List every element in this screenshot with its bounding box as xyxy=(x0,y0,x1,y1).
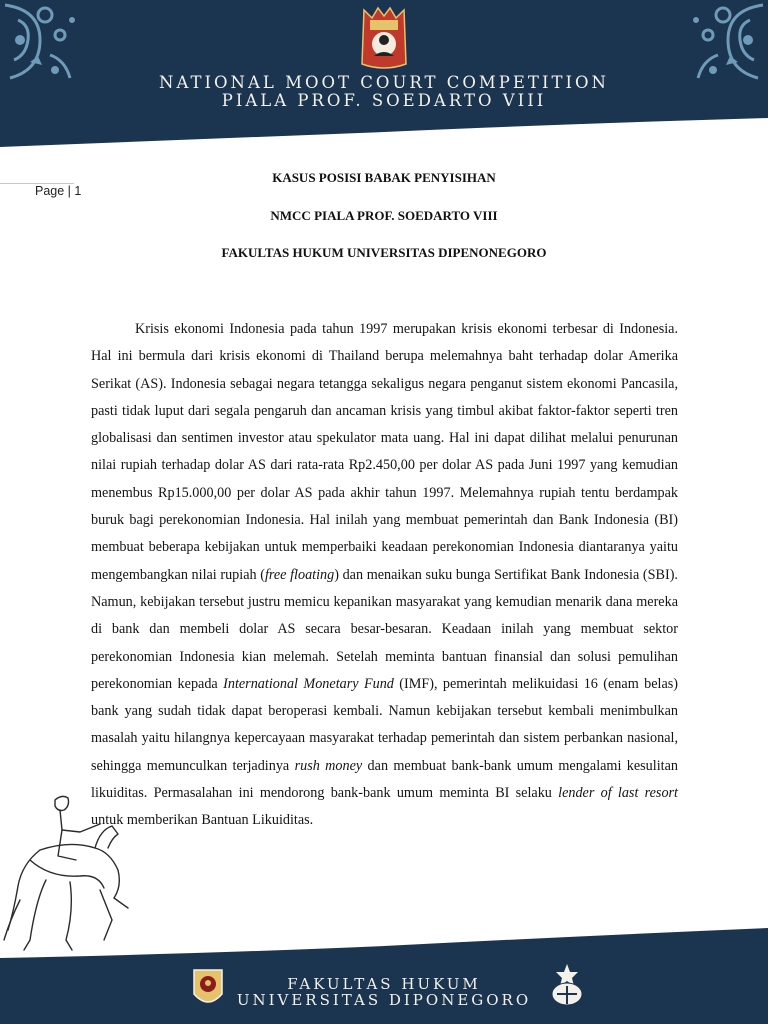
competition-title-line2: PIALA PROF. SOEDARTO VIII xyxy=(221,91,547,110)
paragraph-1-text-a: Krisis ekonomi Indonesia pada tahun 1997 merupakan krisis ekonomi terbesar di Indonesia. Hal ini bermula dari krisis ekonomi di Thailand berupa melemahnya baht terhadap dolar Amerika Serikat (AS). Indonesia sebagai negara tetangga sekaligus negara penganut sistem ekonomi Pancasila, pasti tidak luput dari segala pengaruh dan ancaman krisis yang timbul akibat faktor-faktor seperti tren globalisasi dan sentimen investor atau spekulator mata uang. Hal ini dapat dilihat melalui penurunan nilai rupiah terhadap dolar AS dari rata-rata Rp2.450,00 per dolar AS pada Juni 1997 yang kemudian menembus Rp15.000,00 per dolar AS pada akhir tahun 1997. Melemahnya rupiah tentu berdampak buruk bagi perekonomian Indonesia. Hal inilah yang membuat pemerintah dan Bank Indonesia (BI) membuat beberapa kebijakan untuk memperbaiki keadaan perekonomian Indonesia diantaranya yaitu mengembangkan nilai rupiah ( xyxy=(91,321,678,583)
heading-faculty: FAKULTAS HUKUM UNIVERSITAS DIPENONEGORO xyxy=(221,245,547,260)
faculty-title-line2: UNIVERSITAS DIPONEGORO xyxy=(236,991,532,1009)
case-narrative xyxy=(91,316,678,835)
heading-case-position: KASUS POSISI BABAK PENYISIHAN xyxy=(272,170,496,185)
paragraph-1-text-e: untuk memberikan Bantuan Likuiditas. xyxy=(91,812,314,829)
header-banner xyxy=(0,0,768,150)
paragraph-1-text-c: (IMF), pemerintah melikuidasi 16 (enam belas) bank yang sudah tidak dapat beroperasi kembali. Namun kebijakan tersebut kembali menimbulkan masalah yaitu hilangnya kepercayaan masyarakat terhadap pemerintah dan sistem perbankan nasional, sehingga memunculkan terjadinya xyxy=(91,675,678,774)
university-crest-icon xyxy=(356,6,412,70)
term-imf: International Monetary Fund xyxy=(223,675,394,692)
paragraph-1-text-d: dan membuat bank-bank umum mengalami kesulitan likuiditas. Permasalahan ini mendorong bank-bank umum meminta BI selaku xyxy=(91,757,678,802)
faculty-title-line1: FAKULTAS HUKUM xyxy=(287,975,481,993)
competition-title xyxy=(0,74,768,110)
paragraph-1 xyxy=(91,316,678,835)
footer-banner xyxy=(0,924,768,1024)
faculty-title xyxy=(0,976,768,1008)
footer-background xyxy=(0,924,768,1024)
term-rush-money: rush money xyxy=(294,757,363,774)
paragraph-1-text-b: ) dan menaikan suku bunga Sertifikat Bank Indonesia (SBI). Namun, kebijakan tersebut justru memicu kepanikan masyarakat yang kemudian menarik dana mereka di bank dan membeli dolar AS secara besar-besaran. Keadaan inilah yang membuat sektor perekonomian Indonesia kian melemah. Setelah meminta bantuan finansial dan solusi pemulihan perekonomian kepada xyxy=(91,566,678,692)
heading-competition: NMCC PIALA PROF. SOEDARTO VIII xyxy=(270,208,498,223)
term-free-floating: free floating xyxy=(264,566,335,583)
term-lender-of-last-resort: lender of last resort xyxy=(558,785,678,802)
page-number: Page | 1 xyxy=(35,184,82,198)
faculty-emblem-icon xyxy=(548,962,586,1008)
competition-title-line1: NATIONAL MOOT COURT COMPETITION xyxy=(159,73,609,92)
